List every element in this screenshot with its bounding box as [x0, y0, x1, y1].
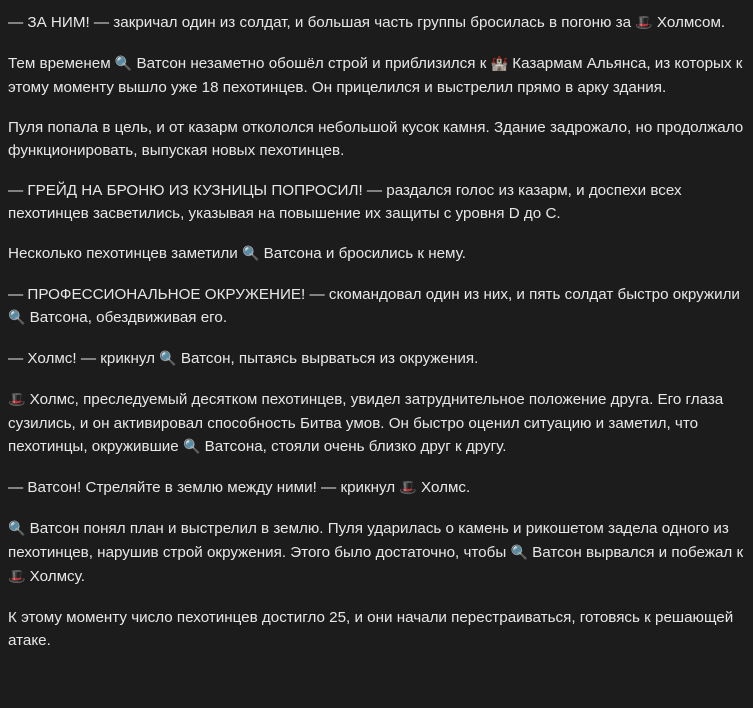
paragraph-text: Пуля попала в цель, и от казарм откололся небольшой кусок камня. Здание задрожало, но продолжало функционировать, выпуская новых пехотинцев.	[8, 119, 744, 159]
magnifying-glass-icon: 🔍	[8, 521, 26, 537]
paragraph-text: Ватсон, пытаясь вырваться из окружения.	[176, 350, 479, 367]
paragraph-text: — Холмс! — крикнул	[8, 350, 160, 367]
story-paragraph	[8, 476, 748, 500]
paragraph-text: К этому моменту число пехотинцев достигло 25, и они начали перестраиваться, готовясь к решающей атаке.	[8, 609, 734, 649]
paragraph-text: Холмс, преследуемый десятком пехотинцев, увидел затруднительное положение друга. Его глаза сузились, и он активировал способность Битва умов. Он быстро оценил ситуацию и заметил, что пехотинцы, окружившие	[8, 391, 724, 455]
paragraph-text: — ПРОФЕССИОНАЛЬНОЕ ОКРУЖЕНИЕ! — скомандовал один из них, и пять солдат быстро окружили	[8, 286, 740, 303]
magnifying-glass-icon: 🔍	[114, 56, 133, 72]
castle-icon: 🏰	[490, 56, 509, 72]
paragraph-text: Тем временем	[8, 55, 115, 72]
paragraph-text: Холмс.	[416, 479, 471, 496]
magnifying-glass-icon: 🔍	[8, 310, 26, 326]
paragraph-text: Ватсон незаметно обошёл строй и приблизился к	[132, 55, 491, 72]
paragraph-text: Ватсона, обездвиживая его.	[25, 309, 228, 326]
story-paragraph	[8, 606, 748, 652]
story-text	[8, 11, 748, 669]
story-paragraph	[8, 116, 748, 162]
paragraph-text: Казармам Альянса, из которых к этому моменту вышло уже 18 пехотинцев. Он прицелился и выстрелил прямо в арку здания.	[8, 55, 743, 96]
top-hat-icon: 🎩	[8, 569, 26, 585]
magnifying-glass-icon: 🔍	[510, 545, 528, 561]
story-paragraph	[8, 283, 748, 330]
story-paragraph	[8, 52, 748, 99]
top-hat-icon: 🎩	[8, 392, 26, 408]
story-paragraph	[8, 517, 748, 589]
paragraph-text: — Ватсон! Стреляйте в землю между ними! — крикнул	[8, 479, 400, 496]
paragraph-text: Ватсона и бросились к нему.	[259, 245, 466, 262]
paragraph-text: Холмсу.	[25, 568, 85, 585]
magnifying-glass-icon: 🔍	[182, 439, 201, 455]
paragraph-text: Ватсон вырвался и побежал к	[527, 544, 744, 561]
paragraph-text: — ГРЕЙД НА БРОНЮ ИЗ КУЗНИЦЫ ПОПРОСИЛ! — раздался голос из казарм, и доспехи всех пехотинцев засветились, указывая на повышение их защиты с уровня D до C.	[8, 182, 682, 222]
magnifying-glass-icon: 🔍	[241, 246, 260, 262]
story-paragraph	[8, 11, 748, 35]
story-paragraph	[8, 179, 748, 225]
top-hat-icon: 🎩	[399, 480, 417, 496]
paragraph-text: Холмсом.	[652, 14, 726, 31]
top-hat-icon: 🎩	[635, 15, 653, 31]
paragraph-text: Ватсона, стояли очень близко друг к другу.	[200, 438, 507, 455]
story-paragraph	[8, 347, 748, 371]
story-paragraph	[8, 388, 748, 459]
story-paragraph	[8, 242, 748, 266]
paragraph-text: — ЗА НИМ! — закричал один из солдат, и большая часть группы бросилась в погоню за	[8, 14, 636, 31]
paragraph-text: Несколько пехотинцев заметили	[8, 245, 242, 262]
paragraph-text: Ватсон понял план и выстрелил в землю. Пуля ударилась о камень и рикошетом задела одного из пехотинцев, нарушив строй окружения. Этого было достаточно, чтобы	[8, 520, 729, 561]
magnifying-glass-icon: 🔍	[159, 351, 177, 367]
